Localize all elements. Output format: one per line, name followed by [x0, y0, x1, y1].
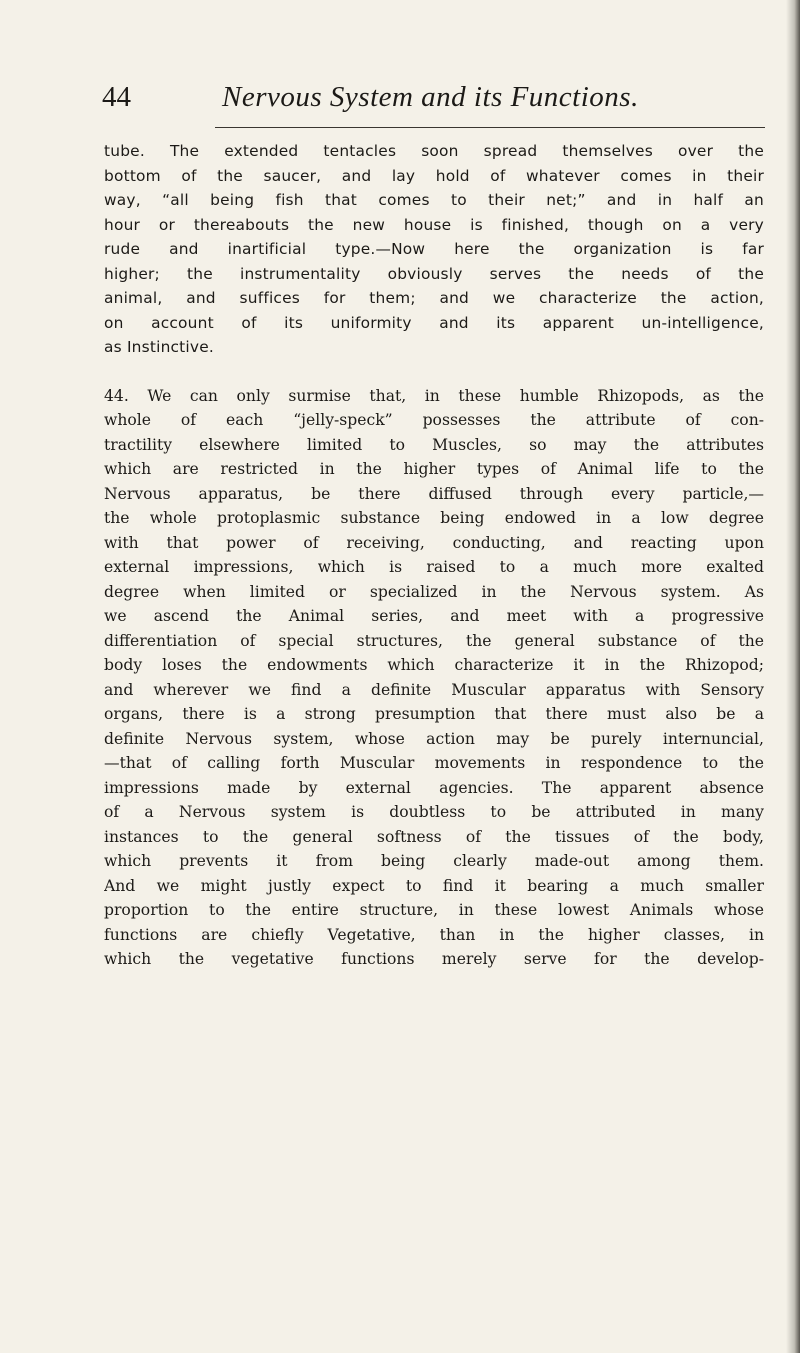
text-line: definite Nervous system, whose action may be purely internuncial, — [104, 729, 764, 748]
text-line: of a Nervous system is doubtless to be attributed in many — [104, 803, 764, 821]
text-line: on account of its uniformity and its apparent un-intelligence, — [104, 313, 764, 332]
text-line: And we might justly expect to find it bearing a much smaller — [104, 876, 764, 895]
text-line: which are restricted in the higher types of Animal life to the — [104, 460, 764, 478]
page-edge-shadow — [786, 0, 800, 1353]
paragraph-2 — [104, 384, 764, 972]
running-title: Nervous System and its Functions. — [222, 81, 639, 113]
text-line: degree when limited or specialized in the Nervous system. As — [104, 582, 764, 601]
text-line: whole of each “jelly-speck” possesses the attribute of con- — [104, 411, 764, 429]
text-line: external impressions, which is raised to a much more exalted — [104, 558, 764, 576]
text-line: animal, and suffices for them; and we characterize the action, — [104, 289, 764, 307]
text-line: —that of calling forth Muscular movements in respondence to the — [104, 754, 764, 772]
text-line: tube. The extended tentacles soon spread themselves over the — [104, 142, 764, 160]
text-line: we ascend the Animal series, and meet with a progressive — [104, 607, 764, 625]
page-number: 44 — [102, 81, 131, 113]
paragraph-gap — [104, 360, 764, 384]
text-line: with that power of receiving, conducting, and reacting upon — [104, 533, 764, 552]
text-line: 44. We can only surmise that, in these humble Rhizopods, as the — [104, 386, 764, 405]
text-line: impressions made by external agencies. The apparent absence — [104, 778, 764, 797]
text-line: and wherever we find a definite Muscular apparatus with Sensory — [104, 680, 764, 699]
text-line: body loses the endowments which characterize it in the Rhizopod; — [104, 656, 764, 674]
text-line: functions are chiefly Vegetative, than in the higher classes, in — [104, 925, 764, 944]
text-line: higher; the instrumentality obviously serves the needs of the — [104, 264, 764, 283]
text-line: organs, there is a strong presumption that there must also be a — [104, 705, 764, 723]
text-line: tractility elsewhere limited to Muscles, so may the attributes — [104, 435, 764, 454]
text-line: which prevents it from being clearly made-out among them. — [104, 852, 764, 870]
text-line: differentiation of special structures, the general substance of the — [104, 631, 764, 650]
text-line: instances to the general softness of the tissues of the body, — [104, 827, 764, 846]
header-rule — [215, 127, 765, 128]
text-line: Nervous apparatus, be there diffused through every particle,— — [104, 484, 764, 503]
page-header — [102, 80, 662, 120]
body-text — [104, 139, 764, 972]
text-line: bottom of the saucer, and lay hold of whatever comes in their — [104, 166, 764, 185]
text-line: hour or thereabouts the new house is finished, though on a very — [104, 215, 764, 234]
text-line: way, “all being fish that comes to their net;” and in half an — [104, 191, 764, 209]
text-line: proportion to the entire structure, in these lowest Animals whose — [104, 901, 764, 919]
text-line: rude and inartificial type.—Now here the organization is far — [104, 240, 764, 258]
text-line: which the vegetative functions merely serve for the develop- — [104, 950, 764, 968]
text-line: as Instinctive. — [104, 338, 214, 356]
text-line: the whole protoplasmic substance being endowed in a low degree — [104, 509, 764, 527]
paragraph-1 — [104, 139, 764, 360]
